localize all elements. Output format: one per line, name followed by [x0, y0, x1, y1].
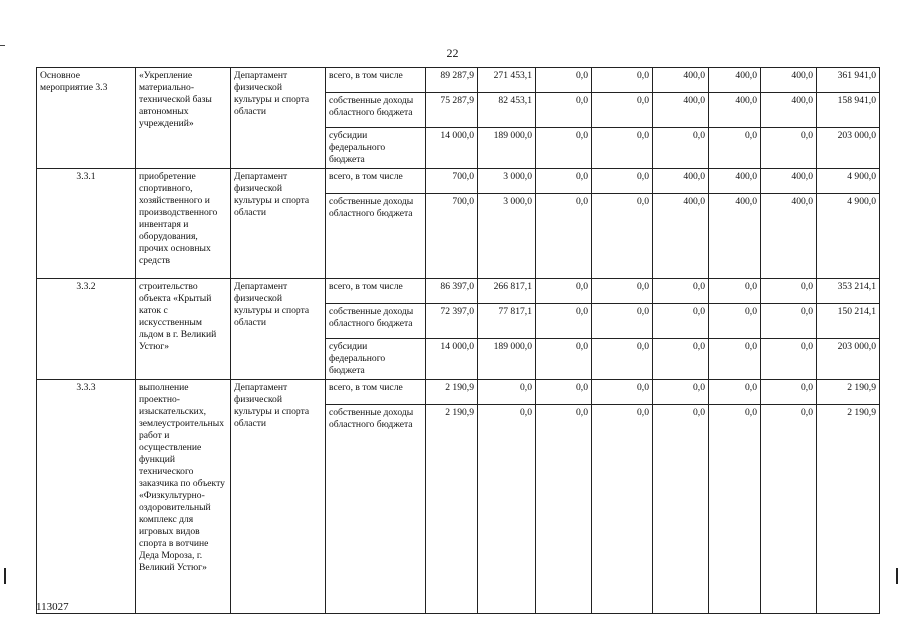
funding-source: субсидии федерального бюджета [326, 339, 426, 380]
amount-cell: 400,0 [709, 93, 761, 128]
executor-cell: Департамент физической культуры и спорта области [231, 68, 326, 169]
amount-cell: 14 000,0 [426, 128, 478, 169]
funding-source: всего, в том числе [326, 279, 426, 304]
table-row [37, 68, 880, 93]
table-row [37, 279, 880, 304]
funding-source: всего, в том числе [326, 68, 426, 93]
measure-code: 3.3.1 [37, 169, 136, 279]
amount-cell: 0,0 [761, 339, 817, 380]
amount-cell: 0,0 [709, 405, 761, 614]
amount-cell: 0,0 [536, 339, 592, 380]
amount-cell: 0,0 [592, 128, 653, 169]
measure-title: приобретение спортивного, хозяйственного и производственного инвентаря и оборудования, прочих основных средств [136, 169, 231, 279]
amount-cell: 0,0 [761, 128, 817, 169]
amount-cell: 72 397,0 [426, 304, 478, 339]
amount-cell: 2 190,9 [817, 380, 880, 405]
amount-cell: 400,0 [653, 93, 709, 128]
amount-cell: 0,0 [761, 380, 817, 405]
amount-cell: 89 287,9 [426, 68, 478, 93]
amount-cell: 203 000,0 [817, 339, 880, 380]
amount-cell: 0,0 [536, 405, 592, 614]
left-edge-mark [4, 568, 6, 584]
amount-cell: 700,0 [426, 194, 478, 279]
amount-cell: 0,0 [592, 68, 653, 93]
measure-title: выполнение проектно-изыскательских, землеустроительных работ и осуществление функций технического заказчика по объекту «Физкультурно-оздоровительный комплекс для игровых видов спорта в вотчине Деда Мороза, г. Великий Устюг» [136, 380, 231, 614]
amount-cell: 77 817,1 [478, 304, 536, 339]
amount-cell: 0,0 [592, 339, 653, 380]
amount-cell: 2 190,9 [426, 380, 478, 405]
amount-cell: 0,0 [709, 304, 761, 339]
amount-cell: 266 817,1 [478, 279, 536, 304]
amount-cell: 189 000,0 [478, 128, 536, 169]
amount-cell: 0,0 [709, 380, 761, 405]
amount-cell: 0,0 [761, 405, 817, 614]
measure-code: Основное мероприятие 3.3 [37, 68, 136, 169]
measure-code: 3.3.2 [37, 279, 136, 380]
amount-cell: 0,0 [653, 304, 709, 339]
amount-cell: 0,0 [653, 339, 709, 380]
amount-cell: 0,0 [592, 93, 653, 128]
amount-cell: 400,0 [761, 194, 817, 279]
amount-cell: 0,0 [592, 169, 653, 194]
amount-cell: 0,0 [592, 304, 653, 339]
amount-cell: 4 900,0 [817, 169, 880, 194]
amount-cell: 150 214,1 [817, 304, 880, 339]
amount-cell: 0,0 [761, 304, 817, 339]
amount-cell: 271 453,1 [478, 68, 536, 93]
amount-cell: 0,0 [761, 279, 817, 304]
amount-cell: 0,0 [709, 128, 761, 169]
executor-cell: Департамент физической культуры и спорта области [231, 279, 326, 380]
amount-cell: 203 000,0 [817, 128, 880, 169]
amount-cell: 0,0 [653, 380, 709, 405]
table-body [37, 68, 880, 614]
amount-cell: 0,0 [709, 339, 761, 380]
amount-cell: 14 000,0 [426, 339, 478, 380]
table-row [37, 380, 880, 405]
amount-cell: 400,0 [653, 68, 709, 93]
measure-title: строительство объекта «Крытый каток с искусственным льдом в г. Великий Устюг» [136, 279, 231, 380]
amount-cell: 700,0 [426, 169, 478, 194]
funding-source: субсидии федерального бюджета [326, 128, 426, 169]
funding-source: собственные доходы областного бюджета [326, 405, 426, 614]
amount-cell: 2 190,9 [817, 405, 880, 614]
amount-cell: 400,0 [709, 169, 761, 194]
amount-cell: 4 900,0 [817, 194, 880, 279]
amount-cell: 3 000,0 [478, 194, 536, 279]
funding-source: собственные доходы областного бюджета [326, 304, 426, 339]
amount-cell: 0,0 [592, 279, 653, 304]
amount-cell: 0,0 [536, 68, 592, 93]
amount-cell: 2 190,9 [426, 405, 478, 614]
executor-cell: Департамент физической культуры и спорта области [231, 380, 326, 614]
amount-cell: 0,0 [653, 128, 709, 169]
amount-cell: 0,0 [478, 380, 536, 405]
amount-cell: 353 214,1 [817, 279, 880, 304]
measure-title: «Укрепление материально-технической базы автономных учреждений» [136, 68, 231, 169]
amount-cell: 0,0 [536, 279, 592, 304]
amount-cell: 0,0 [653, 279, 709, 304]
right-edge-mark [896, 568, 898, 584]
budget-table [36, 67, 880, 614]
amount-cell: 0,0 [478, 405, 536, 614]
amount-cell: 0,0 [536, 194, 592, 279]
amount-cell: 0,0 [536, 128, 592, 169]
funding-source: собственные доходы областного бюджета [326, 93, 426, 128]
funding-source: собственные доходы областного бюджета [326, 194, 426, 279]
amount-cell: 400,0 [653, 169, 709, 194]
amount-cell: 3 000,0 [478, 169, 536, 194]
page-number: 22 [446, 46, 459, 60]
amount-cell: 0,0 [536, 169, 592, 194]
amount-cell: 86 397,0 [426, 279, 478, 304]
amount-cell: 0,0 [653, 405, 709, 614]
executor-cell: Департамент физической культуры и спорта области [231, 169, 326, 279]
table-row [37, 169, 880, 194]
amount-cell: 0,0 [536, 93, 592, 128]
amount-cell: 0,0 [709, 279, 761, 304]
document-code: 113027 [36, 601, 69, 613]
measure-code: 3.3.3 [37, 380, 136, 614]
amount-cell: 400,0 [761, 169, 817, 194]
amount-cell: 400,0 [761, 93, 817, 128]
amount-cell: 0,0 [592, 194, 653, 279]
amount-cell: 361 941,0 [817, 68, 880, 93]
amount-cell: 400,0 [709, 68, 761, 93]
funding-source: всего, в том числе [326, 380, 426, 405]
amount-cell: 75 287,9 [426, 93, 478, 128]
amount-cell: 0,0 [536, 380, 592, 405]
amount-cell: 189 000,0 [478, 339, 536, 380]
amount-cell: 0,0 [592, 405, 653, 614]
amount-cell: 0,0 [592, 380, 653, 405]
amount-cell: 0,0 [536, 304, 592, 339]
amount-cell: 400,0 [761, 68, 817, 93]
amount-cell: 158 941,0 [817, 93, 880, 128]
amount-cell: 400,0 [653, 194, 709, 279]
amount-cell: 400,0 [709, 194, 761, 279]
amount-cell: 82 453,1 [478, 93, 536, 128]
funding-source: всего, в том числе [326, 169, 426, 194]
